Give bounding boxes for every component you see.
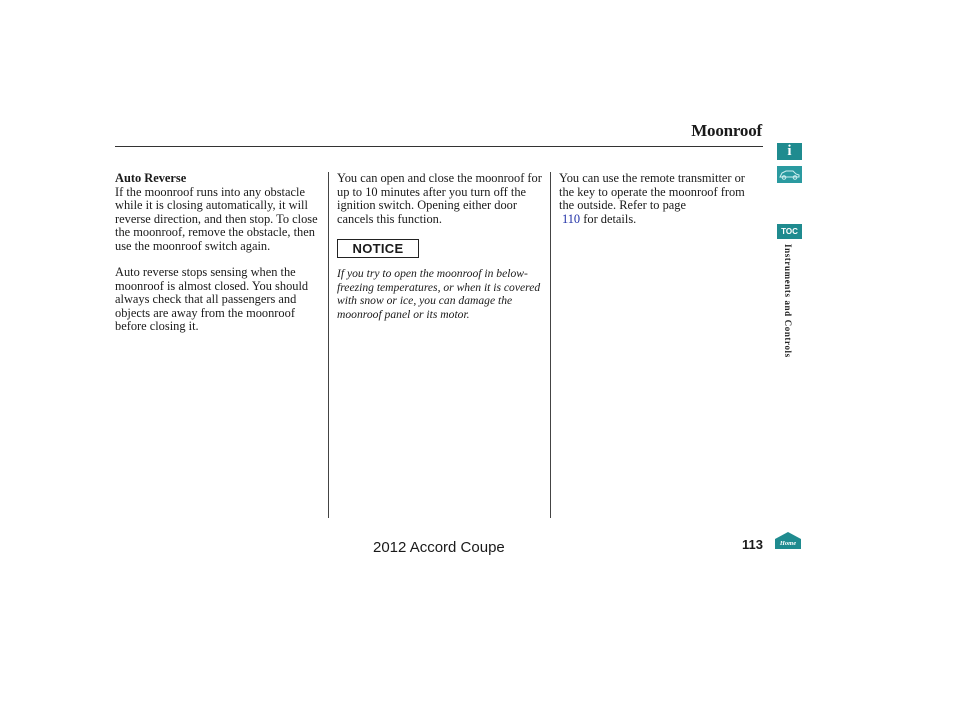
info-glyph: i <box>787 143 792 159</box>
title-divider <box>115 146 763 147</box>
section-side-label: Instruments and Controls <box>783 244 793 358</box>
page-110-link[interactable]: 110 <box>562 211 581 226</box>
notice-badge <box>337 239 419 258</box>
toc-button[interactable] <box>777 224 802 239</box>
toc-label: TOC <box>781 227 798 236</box>
auto-reverse-paragraph-2: Auto reverse stops sensing when the moonroof is almost closed. You should always check that all passengers and objects are away from the moonroof before closing it. <box>115 265 309 333</box>
column-2 <box>337 172 543 321</box>
home-label: Home <box>779 540 797 547</box>
page-number: 113 <box>742 537 763 552</box>
notice-label: NOTICE <box>352 240 404 256</box>
column-1 <box>115 172 323 334</box>
ignition-paragraph: You can open and close the moonroof for up to 10 minutes after you turn off the ignition switch. Opening either door cancels this function. <box>337 171 542 226</box>
section-title: Moonroof <box>691 121 762 140</box>
notice-text: If you try to open the moonroof in below-freezing temperatures, or when it is covered with snow or ice, you can damage the moonroof panel or its motor. <box>337 267 541 321</box>
column-divider-1 <box>328 172 329 518</box>
column-divider-2 <box>550 172 551 518</box>
auto-reverse-heading: Auto Reverse <box>115 171 187 185</box>
footer-title: 2012 Accord Coupe <box>373 539 505 556</box>
remote-paragraph-end: for details. <box>583 211 637 226</box>
info-icon[interactable] <box>777 143 802 160</box>
remote-paragraph-text: You can use the remote transmitter or the key to operate the moonroof from the outside. Refer to page <box>559 171 745 212</box>
column-3 <box>559 172 763 226</box>
remote-paragraph <box>559 172 763 226</box>
car-icon[interactable] <box>777 166 802 183</box>
car-icon-graphic <box>778 168 801 181</box>
auto-reverse-paragraph-1: If the moonroof runs into any obstacle while it is closing automatically, it will reverse direction, and then stop. To close the moonroof, remove the obstacle, then use the moonroof switch again. <box>115 184 318 253</box>
home-icon[interactable] <box>774 531 802 550</box>
